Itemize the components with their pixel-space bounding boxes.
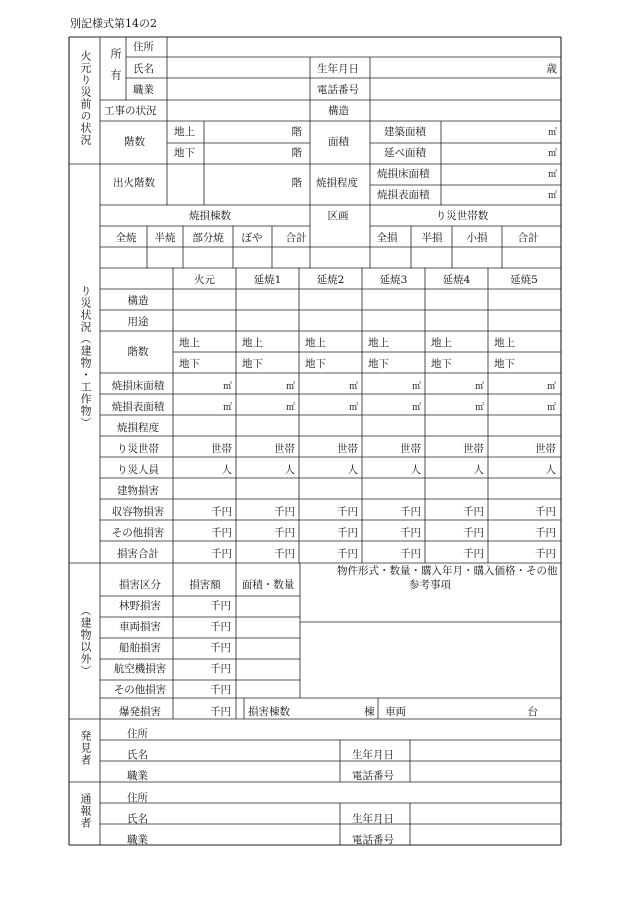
fire-burned-floor-label: 焼損床面積	[377, 168, 430, 180]
grid-other-unit-5: 千円	[535, 527, 556, 539]
grid-above-label-1: 地上	[242, 337, 263, 349]
grid-use-label: 用途	[127, 316, 149, 328]
fire-floor-unit: 階	[291, 177, 302, 189]
grid-above-label-5: 地上	[494, 337, 515, 349]
grid-burned-surface-unit-2: ㎡	[348, 403, 358, 413]
grid-household-unit-3: 世帯	[400, 443, 421, 455]
nb-notes-header-2: 参考事項	[409, 579, 451, 591]
b-col-half-burn: 半焼	[154, 232, 176, 244]
floors-above-unit: 階	[291, 126, 302, 138]
grid-below-label-1: 地下	[242, 358, 263, 370]
discoverer-dob-label: 生年月日	[352, 749, 394, 761]
grid-person-unit-5: 人	[545, 464, 556, 476]
h-col-small-loss: 小損	[466, 232, 488, 244]
nb-damaged-buildings-label: 損害棟数	[248, 706, 290, 718]
nb-amount-header: 損害額	[189, 579, 221, 591]
grid-burned-floor-unit-1: ㎡	[285, 382, 295, 392]
discoverer-name-label: 氏名	[127, 749, 148, 761]
grid-burned-surface-label: 焼損表面積	[111, 401, 165, 413]
reporter-occupation-label: 職業	[127, 834, 148, 846]
grid-below-label-2: 地下	[305, 358, 326, 370]
fire-floor-label: 出火階数	[113, 177, 155, 189]
grid-col-header-5: 延焼5	[510, 274, 538, 286]
b-col-total: 合計	[285, 232, 307, 244]
total-floor-area-unit: ㎡	[547, 149, 557, 159]
grid-building-loss-label: 建物損害	[117, 485, 159, 497]
grid-household-unit-1: 世帯	[274, 443, 295, 455]
nb-row-label-0: 林野損害	[119, 600, 161, 612]
nb-category-header: 損害区分	[119, 579, 161, 591]
grid-total-unit-2: 千円	[337, 548, 358, 560]
discoverer-occupation-label: 職業	[127, 770, 148, 782]
nb-row-unit-4: 千円	[210, 684, 231, 696]
b-col-partial-burn: 部分焼	[192, 232, 224, 244]
grid-total-unit-4: 千円	[463, 548, 484, 560]
nb-area-header: 面積・数量	[241, 579, 295, 591]
grid-contents-unit-3: 千円	[400, 506, 421, 518]
b-col-small-fire: ぼや	[241, 232, 263, 244]
grid-burned-floor-unit-2: ㎡	[348, 382, 358, 392]
grid-contents-loss-label: 収容物損害	[111, 506, 165, 518]
grid-burned-floor-unit-5: ㎡	[546, 382, 556, 392]
form-title: 別記様式第14の2	[70, 17, 157, 30]
grid-total-unit-3: 千円	[400, 548, 421, 560]
grid-victims-label: り災人員	[117, 464, 159, 476]
discoverer-address-label: 住所	[127, 728, 148, 740]
grid-contents-unit-0: 千円	[211, 506, 232, 518]
owner-dob-label: 生年月日	[317, 63, 359, 75]
grid-person-unit-1: 人	[284, 464, 295, 476]
section-reporter: 通報者	[79, 793, 92, 829]
grid-household-unit-5: 世帯	[535, 443, 556, 455]
fire-burned-floor-unit: ㎡	[547, 170, 557, 180]
grid-above-label-2: 地上	[305, 337, 326, 349]
grid-other-unit-0: 千円	[211, 527, 232, 539]
reporter-phone-label: 電話番号	[352, 834, 394, 846]
grid-burned-floor-unit-4: ㎡	[474, 382, 484, 392]
owner-occupation-label: 職業	[133, 84, 154, 96]
floors-above-label: 地上	[174, 126, 195, 138]
grid-other-unit-3: 千円	[400, 527, 421, 539]
grid-col-header-4: 延焼4	[442, 274, 471, 286]
section-discoverer: 発見者	[79, 730, 92, 766]
burn-degree-label: 焼損程度	[316, 177, 358, 189]
grid-household-unit-2: 世帯	[337, 443, 358, 455]
nb-row-label-1: 車両損害	[119, 621, 161, 633]
owner-name-label: 氏名	[133, 63, 154, 75]
grid-below-label-5: 地下	[494, 358, 515, 370]
grid-other-unit-4: 千円	[463, 527, 484, 539]
nb-row-label-4: その他損害	[113, 684, 167, 696]
section-damage-status: り災状況（建物・工作物）	[79, 285, 92, 429]
area-label: 面積	[328, 136, 349, 148]
discoverer-phone-label: 電話番号	[352, 770, 394, 782]
grid-total-unit-1: 千円	[274, 548, 295, 560]
reporter-name-label: 氏名	[127, 813, 148, 825]
grid-col-header-0: 火元	[194, 274, 215, 286]
grid-burned-surface-unit-3: ㎡	[411, 403, 421, 413]
grid-burned-floor-unit-0: ㎡	[222, 382, 232, 392]
grid-burned-floor-unit-3: ㎡	[411, 382, 421, 392]
grid-col-header-1: 延焼1	[253, 274, 282, 286]
building-area-unit: ㎡	[547, 128, 557, 138]
nb-row-label-3: 航空機損害	[113, 663, 167, 675]
nb-row-unit-2: 千円	[210, 642, 231, 654]
nb-row-unit-0: 千円	[210, 600, 231, 612]
fire-burned-surface-unit: ㎡	[547, 191, 557, 201]
grid-above-label-3: 地上	[368, 337, 389, 349]
owner-group-label: 所有	[109, 48, 122, 90]
nb-vehicle-unit: 台	[527, 706, 538, 718]
grid-total-loss-label: 損害合計	[117, 548, 159, 560]
h-col-half-loss: 半損	[421, 232, 443, 244]
grid-contents-unit-4: 千円	[463, 506, 484, 518]
grid-total-unit-0: 千円	[211, 548, 232, 560]
reporter-address-label: 住所	[127, 792, 148, 804]
owner-phone-label: 電話番号	[317, 84, 359, 96]
total-floor-area-label: 延べ面積	[384, 147, 426, 159]
grid-person-unit-0: 人	[221, 464, 232, 476]
owner-age-unit: 歳	[546, 63, 557, 75]
nb-explosion-unit: 千円	[210, 706, 231, 718]
grid-households-label: り災世帯	[117, 443, 159, 455]
grid-other-unit-2: 千円	[337, 527, 358, 539]
fire-burned-surface-label: 焼損表面積	[377, 189, 430, 201]
section-non-building: （建物以外）	[79, 605, 92, 677]
grid-burned-floor-label: 焼損床面積	[111, 380, 165, 392]
grid-structure-label: 構造	[127, 295, 149, 307]
grid-col-header-2: 延焼2	[316, 274, 345, 286]
work-status-label: 工事の状況	[104, 105, 157, 117]
h-col-total-loss: 全損	[376, 232, 398, 244]
grid-person-unit-4: 人	[473, 464, 484, 476]
nb-building-unit: 棟	[364, 706, 375, 718]
floors-below-unit: 階	[291, 147, 302, 159]
grid-above-label-0: 地上	[179, 337, 200, 349]
grid-below-label-3: 地下	[368, 358, 389, 370]
burned-buildings-label: 焼損棟数	[189, 210, 231, 222]
grid-above-label-4: 地上	[431, 337, 452, 349]
grid-household-unit-4: 世帯	[463, 443, 484, 455]
nb-vehicles-label: 車両	[385, 706, 406, 718]
b-col-total-burn: 全焼	[115, 232, 137, 244]
nb-row-unit-1: 千円	[210, 621, 231, 633]
grid-below-label-0: 地下	[179, 358, 200, 370]
nb-explosion-label: 爆発損害	[119, 706, 161, 718]
section-fire-origin: 火元り災前の状況	[79, 50, 92, 146]
households-label: り災世帯数	[435, 210, 489, 222]
grid-contents-unit-1: 千円	[274, 506, 295, 518]
owner-address-label: 住所	[133, 41, 154, 53]
grid-burned-surface-unit-5: ㎡	[546, 403, 556, 413]
building-area-label: 建築面積	[384, 126, 426, 138]
nb-notes-header-1: 物件形式・数量・購入年月・購入価格・その他	[337, 565, 558, 577]
grid-floors-label: 階数	[127, 346, 149, 358]
grid-below-label-4: 地下	[431, 358, 452, 370]
structure-label: 構造	[328, 105, 349, 117]
nb-row-unit-3: 千円	[210, 663, 231, 675]
nb-row-label-2: 船舶損害	[119, 642, 161, 654]
grid-col-header-3: 延焼3	[379, 274, 408, 286]
grid-burn-degree-label: 焼損程度	[117, 422, 159, 434]
floors-below-label: 地下	[174, 147, 195, 159]
grid-contents-unit-2: 千円	[337, 506, 358, 518]
grid-contents-unit-5: 千円	[535, 506, 556, 518]
grid-burned-surface-unit-0: ㎡	[222, 403, 232, 413]
grid-person-unit-2: 人	[347, 464, 358, 476]
grid-burned-surface-unit-4: ㎡	[474, 403, 484, 413]
grid-burned-surface-unit-1: ㎡	[285, 403, 295, 413]
h-col-total: 合計	[517, 232, 539, 244]
reporter-dob-label: 生年月日	[352, 813, 394, 825]
grid-person-unit-3: 人	[410, 464, 421, 476]
grid-total-unit-5: 千円	[535, 548, 556, 560]
floors-label: 階数	[124, 136, 145, 148]
grid-other-loss-label: その他損害	[111, 527, 165, 539]
grid-other-unit-1: 千円	[274, 527, 295, 539]
grid-household-unit-0: 世帯	[211, 443, 232, 455]
zone-label: 区画	[327, 210, 349, 222]
